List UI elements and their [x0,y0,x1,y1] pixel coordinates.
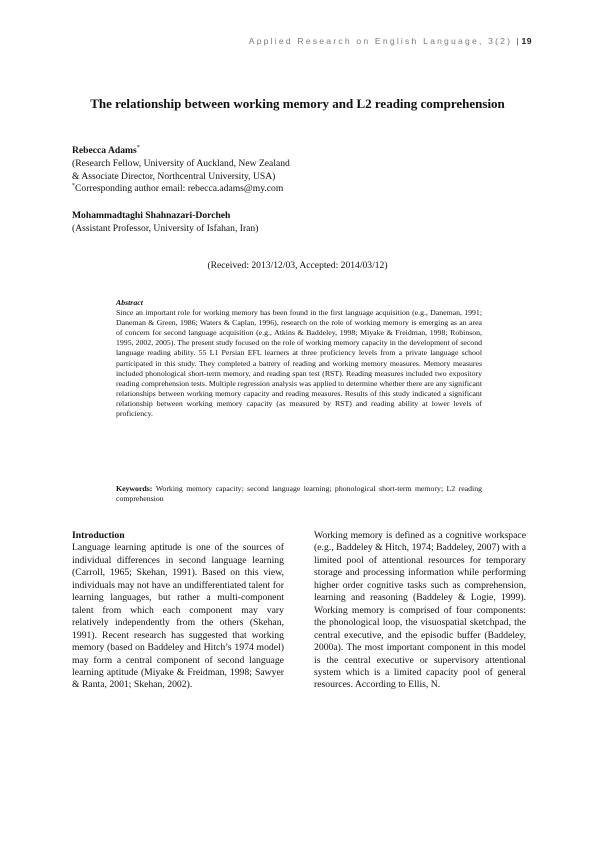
author-affiliation: (Research Fellow, University of Auckland, New Zealand [72,157,290,169]
working-memory-paragraph: Working memory is defined as a cognitive workspace (e.g., Baddeley & Hitch, 1974; Baddeley, 2007) with a limited pool of attentional resources for temporary storage and processing information while performing higher order cognitive tasks such as comprehension, learning and reasoning (Baddeley & Logie, 1999). Working memory is comprised of four components: the phonological loop, the visuospatial sketchpad, the central executive, and the episodic buffer (Baddeley, 2000a). The most important component in this model is the central executive or supervisory attentional system which is a limited capacity pool of general resources. According to Ellis, N. [314,530,526,691]
corresponding-email: Corresponding author email: rebecca.adams@my.com [75,183,284,195]
section-heading-introduction: Introduction [72,530,125,541]
page-number: 19 [521,36,532,46]
received-dates: (Received: 2013/12/03, Accepted: 2014/03/12) [207,260,388,271]
author-name: Mohammadtaghi Shahnazari-Dorcheh [72,210,231,221]
running-head-separator: | [516,36,519,46]
keywords-label: Keywords: [116,484,153,493]
author-affiliation: & Associate Director, Northcentral University, USA) [72,170,276,182]
journal-name: Applied Research on English Language, 3(2) [248,36,513,46]
introduction-paragraph: Language learning aptitude is one of the sources of individual differences in second language learning (Carroll, 1965; Skehan, 1991). Based on this view, individuals may not have an undifferentiated talent for learning languages, but rather a multi-component talent from which each component may vary relatively independently from the others (Skehan, 1991). Recent research has suggested that working memory (based on Baddeley and Hitch’s 1974 model) may form a central component of second language learning aptitude (Miyake & Freidman, 1998; Sawyer & Ranta, 2001; Skehan, 2002). [72,542,284,691]
corresponding-marker: * [72,183,75,190]
author-name: Rebecca Adams [72,145,137,156]
author-block-2 [72,210,258,236]
running-head [249,36,532,46]
paper-title: The relationship between working memory and L2 reading comprehension [90,96,505,111]
left-column [72,530,284,692]
author-marker: * [136,145,140,151]
right-column [314,530,526,692]
abstract-heading: Abstract [116,298,143,307]
author-block-1 [72,145,290,196]
author-affiliation: (Assistant Professor, University of Isfahan, Iran) [72,222,259,234]
abstract [116,298,482,419]
abstract-text: Since an important role for working memory has been found in the first language acquisition (e.g., Daneman, 1991; Daneman & Green, 1986; Waters & Caplan, 1996), research on the role of working memory is emerging as an area of concern for second language acquisition (e.g., Atkins & Baddeley, 1998; Miyake & Freidman, 1998; Robinson, 1995, 2002, 2005). The present study focused on the role of working memory capacity in the development of second language reading ability. 55 L1 Persian EFL learners at three proficiency levels from a private language school participated in this study. They completed a battery of reading and working memory measures. Memory measures included phonological short-term memory, and reading span test (RST). Reading measures included two expository reading comprehension tests. Multiple regression analysis was applied to determine whether there are any significant relationships between working memory capacity and reading measures. Results of this study indicated a significant relationship between working memory capacity (as measured by RST) and reading ability at lower levels of proficiency. [116,308,482,419]
keywords [116,484,482,504]
keywords-text: Working memory capacity; second language learning; phonological short-term memory; L2 reading comprehension [116,484,483,504]
